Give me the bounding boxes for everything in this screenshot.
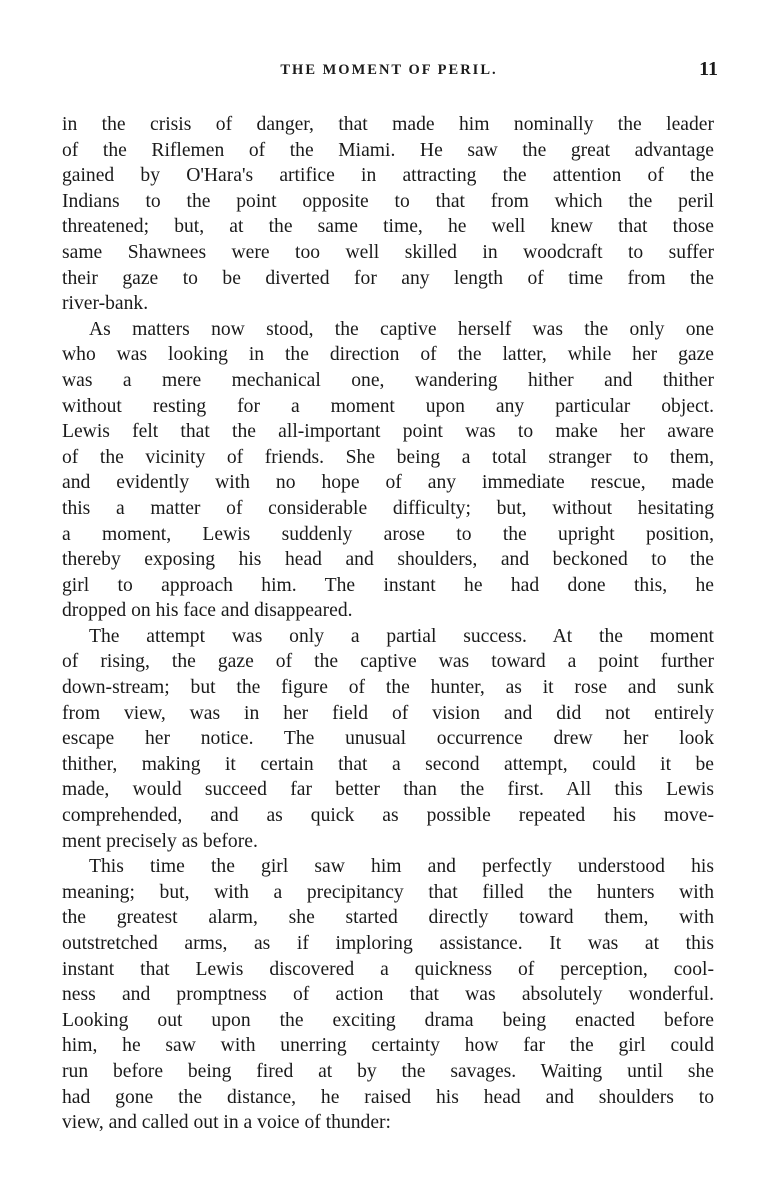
text-line: As matters now stood, the captive herself was the only one [89,318,714,340]
text-line: river-bank. [62,293,149,315]
text-line: comprehended, and as quick as possible repeated his move- [62,805,714,827]
text-line: their gaze to be diverted for any length of time from the [62,267,714,289]
text-line: without resting for a moment upon any particular object. [62,395,714,417]
text-line: of the vicinity of friends. She being a total stranger to them, [62,446,714,468]
text-line: view, and called out in a voice of thunder: [62,1112,391,1134]
text-line: Indians to the point opposite to that from which the peril [62,190,714,212]
text-line: escape her notice. The unusual occurrence drew her look [62,728,714,750]
text-line: from view, was in her field of vision and did not entirely [62,702,714,724]
text-line: a moment, Lewis suddenly arose to the upright position, [62,523,714,545]
text-line: dropped on his face and disappeared. [62,600,353,622]
text-line: Lewis felt that the all-important point was to make her aware [62,421,714,443]
text-line: gained by O'Hara's artifice in attracting the attention of the [62,165,714,187]
text-line: was a mere mechanical one, wandering hither and thither [62,369,714,391]
text-line: him, he saw with unerring certainty how far the girl could [62,1035,714,1057]
text-line: who was looking in the direction of the latter, while her gaze [62,344,714,366]
text-line: had gone the distance, he raised his head and shoulders to [62,1086,714,1108]
text-line: ment precisely as before. [62,830,258,852]
text-line: girl to approach him. The instant he had done this, he [62,574,714,596]
text-line: outstretched arms, as if imploring assistance. It was at this [62,933,714,954]
text-line: of the Riflemen of the Miami. He saw the great advantage [62,139,714,161]
page-number: 11 [699,58,718,80]
body-text [62,112,714,1136]
running-title: THE MOMENT OF PERIL. [280,62,498,78]
text-line: same Shawnees were too well skilled in woodcraft to suffer [62,241,714,263]
text-line: the greatest alarm, she started directly toward them, with [62,907,714,929]
text-line: The attempt was only a partial success. At the moment [89,625,714,647]
text-line: thither, making it certain that a second attempt, could it be [62,753,714,775]
text-line: Looking out upon the exciting drama being enacted before [62,1009,714,1031]
text-line: and evidently with no hope of any immediate rescue, made [62,472,714,494]
text-line: thereby exposing his head and shoulders, and beckoned to the [62,549,714,571]
text-line: made, would succeed far better than the first. All this Lewis [62,779,714,801]
text-line: run before being fired at by the savages. Waiting until she [62,1060,714,1082]
text-line: of rising, the gaze of the captive was toward a point further [62,651,714,673]
text-line: this a matter of considerable difficulty; but, without hesitating [62,497,714,519]
text-line: threatened; but, at the same time, he well knew that those [62,216,714,238]
text-line: in the crisis of danger, that made him nominally the leader [62,114,714,135]
text-line: meaning; but, with a precipitancy that filled the hunters with [62,881,714,903]
text-line: ness and promptness of action that was absolutely wonderful. [62,984,714,1006]
text-line: instant that Lewis discovered a quickness of perception, cool- [62,958,714,980]
text-line: down-stream; but the figure of the hunter, as it rose and sunk [62,677,714,699]
text-line: This time the girl saw him and perfectly understood his [89,856,714,878]
running-head [60,52,718,82]
